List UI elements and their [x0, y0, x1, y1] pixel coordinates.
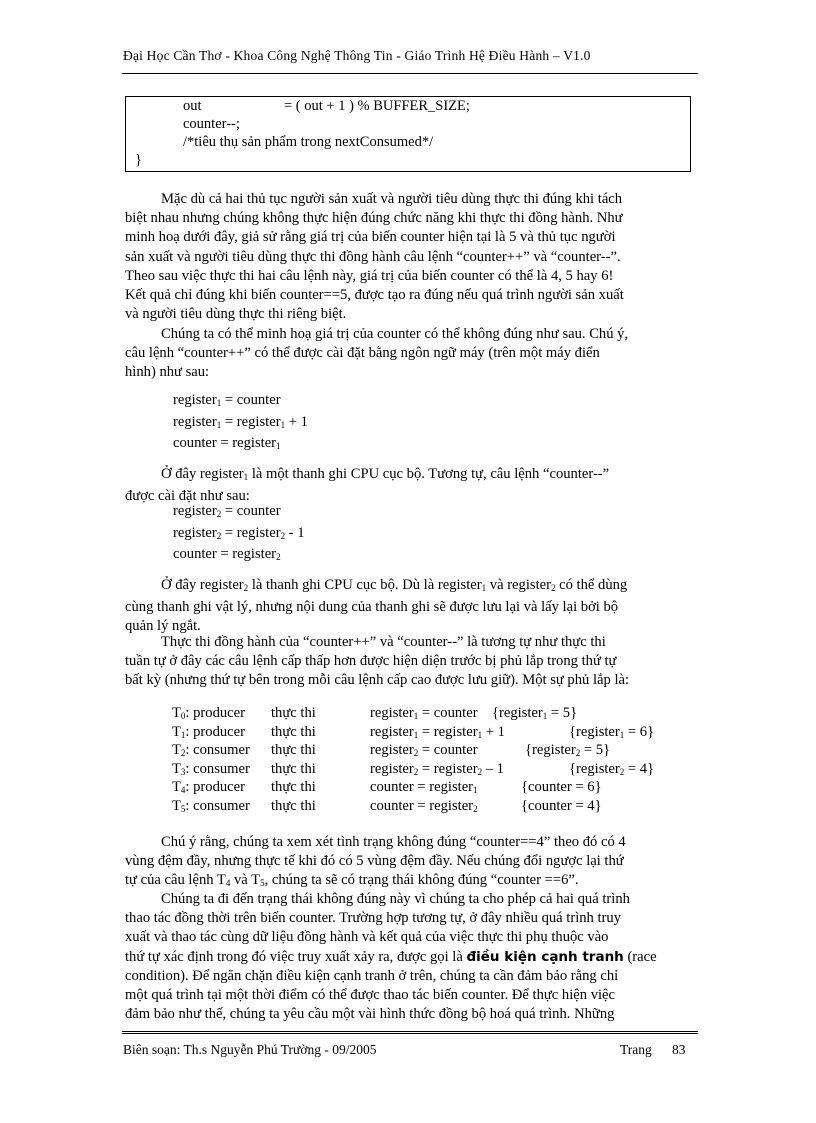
text-line: tuần tự ở đây các câu lệnh cấp thấp hơn được hiện diện trước bị phủ lắp trong thứ tự: [125, 653, 617, 670]
text-line: tự của câu lệnh $T_4$ và $T_5$, chúng ta sẽ có trạng thái không đúng “counter ==6”.: [125, 872, 579, 889]
text-line: câu lệnh “counter++” có thể được cài đặt bằng ngôn ngữ máy (trên một máy điển: [125, 345, 600, 362]
page-number: 83: [672, 1042, 686, 1057]
code-line-out-expr: = ( out + 1 ) % BUFFER_SIZE;: [284, 98, 470, 114]
text-line: cùng thanh ghi vật lý, nhưng nội dung của thanh ghi sẽ được lưu lại và lấy lại bởi bộ: [125, 599, 619, 616]
text-line: thứ tự xác định trong đó việc truy xuất xảy ra, được gọi là điều kiện cạnh tranh (race: [125, 948, 657, 965]
text-line: Chú ý rằng, chúng ta xem xét tình trạng không đúng “counter==4” theo đó có 4: [161, 834, 626, 850]
paragraph-register1: [125, 465, 690, 506]
register-block-increment: [173, 391, 308, 456]
text-line: Ở đây register$_1$ là một thanh ghi CPU cục bộ. Tương tự, câu lệnh “counter--”: [161, 466, 610, 482]
text-line: thao tác đồng thời trên biến counter. Trường hợp tương tự, ở đây nhiều quá trình truy: [125, 910, 622, 927]
register-block-decrement: [173, 502, 305, 567]
text-line: được cài đặt như sau:: [125, 488, 250, 505]
code-line-counter: counter--;: [183, 116, 240, 132]
asm-line: register$_1$ = register$_1$ + 1: [173, 413, 308, 430]
text-line: và người tiêu dùng thực thi riêng biệt.: [125, 306, 347, 323]
interleaving-sequence: $T_0$: producer thực thi register$_1$ = counter {register$_1$ = 5} $T_1$: producer thực thi register$_1$ = register$_1$ + 1 {register$_1$ = 6} $T_2$: consumer thực thi register$_2$ = counter {register$_2$ = 5} $T_3$: consumer thực thi register$_2$ = register$_2$ – 1 {register$_2$ = 4} $T_4$: producer thực thi counter = register$_1$ {counter = 6} $T_5$: consumer thực thi counter = register$_2$ {counter = 4}: [172, 705, 655, 814]
asm-line: register$_2$ = register$_2$ - 1: [173, 524, 305, 541]
text-line: minh hoạ dưới đây, giả sử rằng giá trị của biến counter hiện tại là 5 và thủ tục người: [125, 229, 616, 246]
text-line: quản lý ngắt.: [125, 618, 201, 635]
text-line: bất kỳ (nhưng thứ tự bên trong mỗi câu lệnh cấp cao được lưu giữ). Một sự phủ lắp là:: [125, 672, 630, 689]
code-block: [125, 96, 691, 172]
footer-page: [620, 1042, 686, 1058]
footer-divider-second: [122, 1033, 698, 1034]
text-line: sản xuất và người tiêu dùng thực thi đồng hành câu lệnh “counter++” và “counter--”.: [125, 248, 621, 265]
asm-line: register$_1$ = counter: [173, 392, 281, 408]
code-line-out-var: out: [183, 98, 202, 114]
asm-line: counter = register$_1$: [173, 435, 281, 451]
race-condition-term: điều kiện cạnh tranh: [466, 948, 624, 965]
paragraph-race-condition: [125, 890, 690, 1024]
text-line: hình) như sau:: [125, 364, 210, 381]
text-line: Theo sau việc thực thi hai câu lệnh này, giá trị của biến counter có thể là 4, 5 hay 6!: [125, 267, 614, 284]
page-header-title: Đại Học Cần Thơ - Khoa Công Nghệ Thông Tin - Giáo Trình Hệ Điều Hành – V1.0: [123, 48, 591, 63]
page-label: Trang: [620, 1042, 652, 1057]
paragraph-illustration: [125, 325, 690, 383]
footer-divider: [122, 1031, 698, 1032]
header-divider: [122, 73, 698, 74]
code-line-comment: /*tiêu thụ sản phẩm trong nextConsumed*/: [183, 134, 434, 150]
text-line: condition). Để ngăn chặn điều kiện cạnh tranh ở trên, chúng ta cần đảm bảo rằng chỉ: [125, 967, 619, 984]
asm-line: register$_2$ = counter: [173, 503, 281, 519]
text-line: Chúng ta có thể minh hoạ giá trị của counter có thể không đúng như sau. Chú ý,: [161, 326, 629, 342]
text-line: Thực thi đồng hành của “counter++” và “counter--” là tương tự như thực thi: [161, 634, 606, 650]
text-line: xuất và thao tác cùng dữ liệu đồng hành và kết quả của việc thực thi phụ thuộc vào: [125, 929, 609, 946]
text-line: Kết quả chỉ đúng khi biến counter==5, được tạo ra đúng nếu quá trình người sản xuất: [125, 287, 624, 304]
paragraph-interleaving: [125, 633, 690, 691]
text-line: một quá trình tại một thời điểm có thể được thao tác biến counter. Để thực hiện việc: [125, 987, 616, 1004]
paragraph-register2: [125, 576, 690, 637]
text-line: đảm bảo như thế, chúng ta yêu cầu một vài hình thức đồng bộ hoá quá trình. Những: [125, 1006, 615, 1023]
code-line-brace: }: [135, 152, 142, 168]
text-line: Chúng ta đi đến trạng thái không đúng này vì chúng ta cho phép cả hai quá trình: [161, 891, 630, 907]
paragraph-intro: [125, 190, 690, 324]
text-line: Mặc dù cả hai thủ tục người sản xuất và người tiêu dùng thực thi đúng khi tách: [161, 191, 623, 207]
paragraph-incorrect-state: [125, 833, 690, 894]
text-line: Ở đây register$_2$ là thanh ghi CPU cục bộ. Dù là register$_1$ và register$_2$ có thể dùng: [161, 577, 628, 593]
text-line: biệt nhau nhưng chúng không thực hiện đúng chức năng khi thực thi đồng hành. Như: [125, 210, 623, 227]
text-line: vùng đệm đầy, nhưng thực tế khi đó có 5 vùng đệm đầy. Nếu chúng đổi ngược lại thứ: [125, 853, 624, 870]
footer-author: Biên soạn: Th.s Nguyễn Phú Trường - 09/2005: [123, 1042, 377, 1057]
asm-line: counter = register$_2$: [173, 546, 281, 562]
